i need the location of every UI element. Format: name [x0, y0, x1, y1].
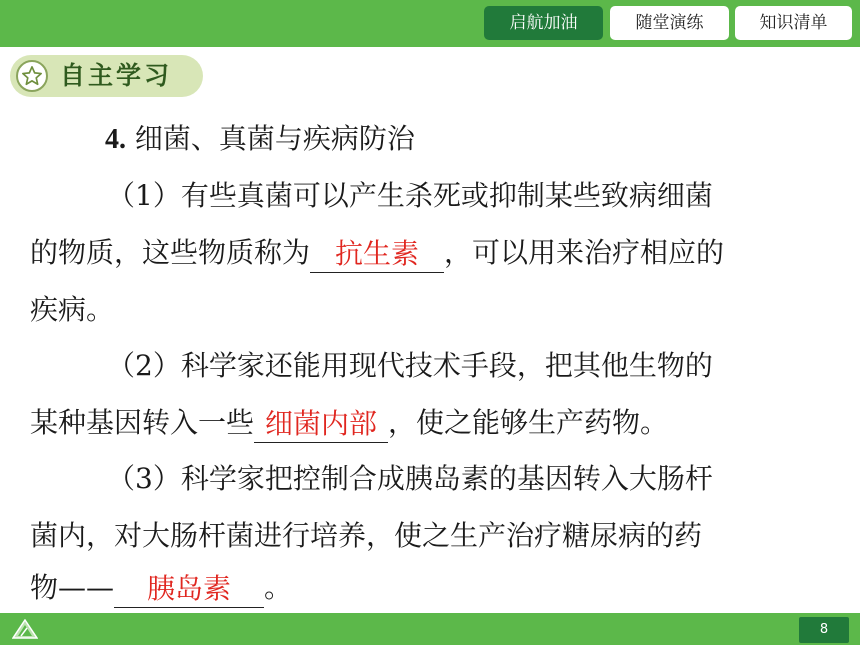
tab-zhishi-qingdan[interactable]: 知识清单 — [735, 6, 852, 40]
p2-line1: （2）科学家还能用现代技术手段，把其他生物的 — [107, 349, 713, 382]
answer-blank-2 — [254, 406, 388, 443]
answer-blank-1 — [310, 236, 444, 273]
p3-line3-after: 。 — [264, 571, 293, 604]
page-number: 8 — [799, 617, 849, 643]
top-nav-bar — [0, 0, 860, 47]
answer-1: 抗生素 — [335, 237, 420, 270]
section-title: 自主学习 — [60, 61, 173, 90]
star-icon — [16, 60, 48, 92]
p3-line1: （3）科学家把控制合成胰岛素的基因转入大肠杆 — [107, 462, 713, 495]
p2-line2 — [30, 403, 834, 443]
section-badge — [10, 55, 203, 97]
heading — [105, 119, 860, 160]
heading-text: 细菌、真菌与疾病防治 — [134, 122, 415, 155]
p1-line2-after: ，可以用来治疗相应的 — [444, 236, 725, 269]
p3-line3 — [30, 568, 834, 608]
p1-line2 — [30, 233, 834, 273]
p1-line3: 疾病。 — [30, 293, 115, 326]
answer-2: 细菌内部 — [265, 407, 378, 440]
p3-line2: 菌内，对大肠杆菌进行培养，使之生产治疗糖尿病的药 — [30, 519, 703, 552]
triangle-logo-icon — [12, 619, 38, 639]
footer-bar — [0, 613, 860, 645]
p2-line2-after: ，使之能够生产药物。 — [388, 406, 669, 439]
tab-suitang-yanlian[interactable]: 随堂演练 — [610, 6, 729, 40]
p1-line2-before: 的物质，这些物质称为 — [30, 236, 311, 269]
tab-qihang-jiayou[interactable]: 启航加油 — [484, 6, 603, 40]
p2-line2-before: 某种基因转入一些 — [30, 406, 255, 439]
answer-3: 胰岛素 — [147, 572, 232, 605]
p1-line1: （1）有些真菌可以产生杀死或抑制某些致病细菌 — [107, 179, 713, 212]
p3-line3-before: 物—— — [30, 571, 115, 604]
heading-number: 4. — [105, 124, 126, 155]
answer-blank-3 — [114, 571, 264, 608]
